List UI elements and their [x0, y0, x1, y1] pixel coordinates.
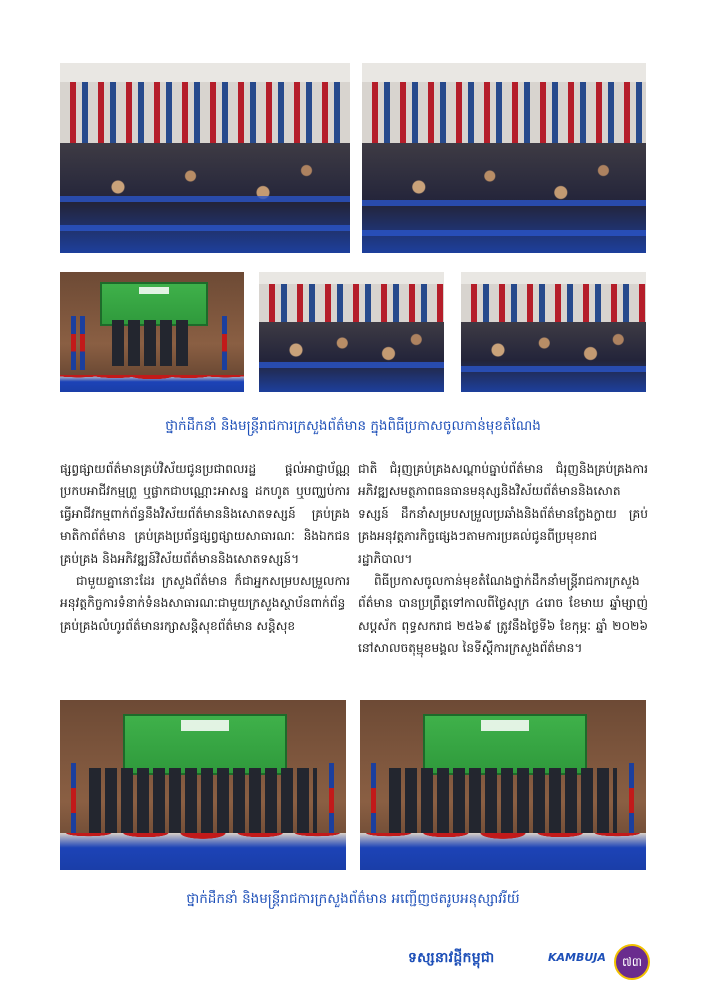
photo-audience-middle [259, 272, 444, 392]
photo-group-right [360, 700, 646, 870]
article-left-column [60, 458, 350, 637]
photo-audience-left [60, 63, 350, 253]
right-paragraph-1: ជាតិ ជំរុញគ្រប់គ្រងសណ្តាប់ធ្នាប់ព័ត៌មាន ជំរុញនិងគ្រប់គ្រងការអភិវឌ្ឍសមត្ថភាពធនធានមនុស្សនិងវិស័យព័ត៌មាននិងសោតទស្សន៍ ដឹកនាំសម្របសម្រួលប្រឆាំងនិងព័ត៌មានក្លែងក្លាយ គ្រប់គ្រងអនុវត្តភារកិច្ចផ្សេងៗតាមការប្រគល់ជូនពីប្រមុខរាជរដ្ឋាភិបាល។ [358, 462, 648, 566]
left-paragraph-1: ផ្សព្វផ្សាយព័ត៌មានគ្រប់វិស័យជូនប្រជាពលរដ្ឋ ផ្តល់អាជ្ញាប័ណ្ណ ប្រកបអាជីវកម្មព្រួ ឬផ្លាកជាបណ្ណោះអាសន្ន ដកហូត ឬបញ្ឈប់ការធ្វើអាជីវកម្មពាក់ព័ន្ធនឹងវិស័យព័ត៌មាននិងសោតទស្សន៍ គ្រប់គ្រងមាតិកាព័ត៌មាន គ្រប់គ្រងប្រព័ន្ធផ្សព្វផ្សាយសាធារណៈ និងឯកជន គ្រប់គ្រង និងអភិវឌ្ឍន៍វិស័យព័ត៌មាននិងសោតទស្សន៍។ [60, 462, 350, 566]
photo-group-left [60, 700, 346, 870]
magazine-brand: KAMBUJA [548, 951, 606, 964]
right-paragraph-2: ពិធីប្រកាសចូលកាន់មុខតំណែងថ្នាក់ដឹកនាំមន្ត្រីរាជការក្រសួងព័ត៌មាន បានប្រព្រឹត្តទៅកាលពីថ្ងៃសុក្រ ៤រោច ខែមាឃ ឆ្នាំម្សាញ់ សប្តស័ក ពុទ្ធសករាជ ២៥៦៩ ត្រូវនឹងថ្ងៃទី៦ ខែកុម្ភៈ ឆ្នាំ ២០២៦ នៅសាលចតុម្មុខមង្គល នៃទីស្តីការក្រសួងព័ត៌មាន។ [358, 574, 648, 656]
left-paragraph-2: ជាមួយគ្នានោះដែរ ក្រសួងព័ត៌មាន ក៏ជាអ្នកសម្របសម្រួលការអនុវត្តកិច្ចការទំនាក់ទំនងសាធារណៈជាមួយក្រសួងស្ថាប័នពាក់ព័ន្ធ គ្រប់គ្រងលំហូរព័ត៌មានរក្សាសន្តិសុខព័ត៌មាន សន្តិសុខ [60, 574, 350, 633]
photo-audience-right-small [461, 272, 646, 392]
page-number-badge: ៧៣ [614, 944, 650, 980]
article-right-column [358, 458, 648, 660]
top-caption: ថ្នាក់ដឹកនាំ និងមន្ត្រីរាជការក្រសួងព័ត៌មាន ក្នុងពិធីប្រកាសចូលកាន់មុខតំណែង [165, 418, 541, 434]
bottom-caption: ថ្នាក់ដឹកនាំ និងមន្ត្រីរាជការក្រសួងព័ត៌មាន អញ្ជើញថតរូបអនុស្សាវរីយ៍ [186, 891, 520, 907]
photo-stage-leaders [60, 272, 244, 392]
photo-audience-right [362, 63, 646, 253]
magazine-title: ទស្សនាវដ្តីកម្ពុជា [408, 950, 495, 966]
